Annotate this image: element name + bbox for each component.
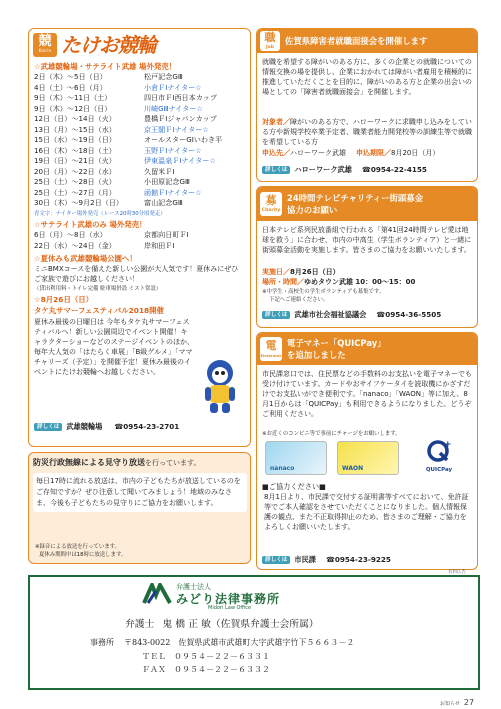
schedule-date: 30日（木）〜9月2日（日） <box>34 198 123 207</box>
schedule-row <box>34 114 246 125</box>
schedule-event: オールスターGⅠいわき平 <box>144 135 223 144</box>
law-office-ad <box>28 575 480 690</box>
schedule-date: 19日（日）〜21日（火） <box>34 156 116 165</box>
satellite-date: 6日（月）〜8日（水） <box>34 230 107 239</box>
bousai-text: 毎日17時に流れる放送は、市内の子どもたちが放送しているのをご存知ですか？ぜひ注意して聞いてみましょう！地域のみなさま、今後も子どもたちの見守りにご協力をお願いします。 <box>33 473 247 512</box>
schedule-event: 川崎GⅢナイター☆ <box>144 103 203 113</box>
schedule-event: 久留米ＦⅠ <box>144 166 175 176</box>
schedule-row <box>34 156 246 167</box>
keirin-section-3: ☆夏休みも武雄競輪場公園へ！ <box>34 254 137 263</box>
quicpay-panel <box>256 332 478 570</box>
keirin-schedule-list <box>34 72 246 209</box>
schedule-row <box>34 93 246 104</box>
job-panel <box>256 28 478 182</box>
quicpay-title-1: 電子マネー「QUICPay」 <box>287 338 386 348</box>
keirin-badge: 競 Keirin <box>33 33 57 57</box>
footer-label: お知らせ <box>440 701 460 707</box>
schedule-date: 20日（月）〜22日（水） <box>34 166 116 176</box>
schedule-row <box>34 83 246 94</box>
charity-title-1: 24時間テレビチャリティー街頭募金 <box>287 193 424 203</box>
notice-title: ■ご協力ください■ <box>262 482 326 491</box>
job-header <box>257 29 477 53</box>
charity-place: 場所・時間／ゆめタウン武雄 10：00〜15：00 <box>262 278 416 286</box>
svg-text:+: + <box>444 440 452 450</box>
schedule-row <box>34 72 246 83</box>
quicpay-header <box>257 333 477 365</box>
festival-title: タケ丸サマーフェスティバル2018開催 <box>34 306 164 315</box>
schedule-date: 25日（土）〜28日（火） <box>34 177 116 186</box>
schedule-row <box>34 177 246 188</box>
quicpay-text: 市民課窓口では、住民票などの手数料のお支払いを電子マネーでも受け付けています。カードやおサイフケータイを読取機にかざすだけでお支払いができ便利です。「nanaco」「WAON」等に加え、8月1日からは「QUICPay」も利用できるようになりました。どうぞご利用ください。 <box>262 370 472 418</box>
firm-name: みどり法律事務所 <box>176 592 281 606</box>
schedule-date: 15日（水）〜19日（日） <box>34 135 116 144</box>
bousai-title: 防災行政無線による見守り放送を行っています。 <box>33 458 201 467</box>
schedule-row <box>34 198 246 209</box>
notice-text: 8月1日より、市民課で交付する証明書等すべてにおいて、免許証等でご本人確認をさせていただくことになりました。個人情報保護の観点、また不正取得抑止のため、皆さまのご理解・ご協力をよろしくお願いいたします。 <box>264 493 469 531</box>
keirin-section-2: ☆サテライト武雄のみ 場外発売！ <box>34 220 147 229</box>
schedule-row <box>34 104 246 115</box>
keirin-section-1: ☆武雄競輪場・サテライト武雄 場外発売！ <box>34 62 177 71</box>
page-number: 27 <box>463 698 475 707</box>
satellite-row <box>34 230 246 241</box>
job-badge: 職 Job <box>260 31 280 51</box>
office-fax: ＦＡＸ ０９５４－２２－６３３２ <box>142 665 270 674</box>
schedule-event: 松戸記念GⅢ <box>144 72 183 81</box>
schedule-date: 4日（土）〜6日（月） <box>34 82 107 92</box>
satellite-list <box>34 230 246 251</box>
keirin-title: たけお競輪 <box>61 33 156 57</box>
festival-text: 夏休み最後の日曜日は 今年もタケ丸サマーフェスティバルへ！新しい公園周辺でイベント開催！キャラクターショーなどのステージイベントのほか、毎年大人気の「はたらく車展」「B級グルメ」「ママチャリーズ（予定）」を開催予定！夏休み最後のイベントにたけお競輪へお越しください。 <box>34 318 194 376</box>
park-note: （貸出利用料・トイレ完備 駐車場併設 ミスト常設） <box>34 286 162 292</box>
quicpay-notice <box>262 482 470 532</box>
job-contact: 詳しくは ハローワーク武雄 ☎0954-22-4155 <box>262 164 427 175</box>
office-address: 事務所 〒843-0022 佐賀県武雄市武雄町大字武雄字竹下５６６３－２ <box>90 638 355 647</box>
schedule-date: 2日（木）〜5日（日） <box>34 72 107 81</box>
schedule-row <box>34 135 246 146</box>
schedule-event: 京王閣ＦⅠナイター☆ <box>144 124 209 134</box>
schedule-date: 13日（月）〜15日（水） <box>34 124 116 134</box>
schedule-event: 函館ＦⅠナイター☆ <box>144 187 202 197</box>
charity-header <box>257 187 477 221</box>
schedule-date: 9日（木）〜11日（土） <box>34 93 112 102</box>
quicpay-note: ※お近くのコンビニ等で事前にチャージをお願いします。 <box>262 431 401 437</box>
satellite-event: 京都向日町ＦⅠ <box>144 230 189 239</box>
bousai-note-2: 夏休み期間中は18時に放送します。 <box>39 552 127 558</box>
card-nanaco: nanaco <box>265 441 327 475</box>
office-tel: ＴＥＬ ０９５４－２２－６３３１ <box>142 652 270 661</box>
schedule-event: 伊東温泉ＦⅠナイター☆ <box>144 156 216 165</box>
charity-contact: 詳しくは 武雄市社会福祉協議会 ☎0954-36-5505 <box>262 309 441 320</box>
satellite-event: 岸和田ＦⅠ <box>144 240 175 250</box>
schedule-event: 四日市ＦⅠ西日本カップ <box>144 93 217 102</box>
satellite-row <box>34 241 246 252</box>
schedule-row <box>34 167 246 178</box>
quicpay-title-2: を追加しました <box>287 350 346 360</box>
card-quicpay: + QUICPay <box>425 440 453 473</box>
quicpay-badge: 電 Electronic <box>260 337 282 361</box>
job-title: 佐賀県障害者就職面接会を開催します <box>285 36 428 46</box>
schedule-event: 豊橋ＦⅠジャパンカップ <box>144 114 217 123</box>
charity-badge: 募 Charity <box>260 192 282 216</box>
charity-date: 実施日／8月26日（日） <box>262 268 340 276</box>
job-target: 対象者／障がいのある方で、ハローワークに求職申し込みをしている方や新規学校卒業予定者、職業者能力開発校等の訓練生等で就職を希望している方 <box>262 118 472 146</box>
keirin-contact: 詳しくは 武雄競輪場 ☎0954-23-2701 <box>34 421 179 432</box>
law-office-logo-icon <box>142 583 172 605</box>
firm-en: Midori Law Office <box>208 605 252 611</box>
schedule-date: 9日（木）〜12日（日） <box>34 103 112 113</box>
satellite-date: 22日（水）〜24日（金） <box>34 240 116 250</box>
quicpay-contact: 詳しくは 市民課 ☎0954-23-9225 <box>262 554 391 565</box>
quicpay-logo-icon <box>426 439 452 463</box>
schedule-row <box>34 188 246 199</box>
schedule-event: 小倉ＦⅠナイター☆ <box>144 82 202 92</box>
mascot-illustration <box>195 357 245 415</box>
schedule-row <box>34 125 246 136</box>
schedule-event: 小田原記念GⅢ <box>144 177 190 186</box>
schedule-date: 16日（木）〜18日（土） <box>34 145 116 155</box>
firm-type: 弁護士法人 <box>176 583 211 591</box>
schedule-date: 12日（日）〜14日（火） <box>34 114 116 123</box>
ad-label: 有料広告 <box>448 570 466 575</box>
charity-note-2: 下記へご連絡ください。 <box>269 297 329 303</box>
lawyer-line: 弁護士 鬼 橋 正 敏（佐賀県弁護士会所属） <box>125 619 319 630</box>
job-apply: 申込先／ハローワーク武雄 申込期限／8月20日（月） <box>262 149 440 157</box>
card-waon: WAON <box>337 441 399 475</box>
charity-note: ※中学生・高校生の学生ボランティアも募集です。 <box>262 289 385 295</box>
charity-text: 日本テレビ系列民放番組で行われる「第41回24時間テレビ愛は地球を救う」に合わせ、市内の中高生（学生ボランティア）と一緒に街頭募金活動を実施します。皆さまのご協力をお願いいたします。 <box>262 226 472 254</box>
keirin-panel <box>28 28 251 447</box>
schedule-date: 25日（土）〜27日（月） <box>34 187 116 197</box>
park-text: ミニBMXコースを備えた新しい公園が大人気です！夏休みにぜひご家族で遊びにお越しください！ <box>34 265 239 283</box>
bousai-note-1: ※録音による放送を行っています。 <box>35 544 120 550</box>
charity-title-2: 協力のお願い <box>287 205 338 215</box>
footer <box>440 690 474 709</box>
schedule-event: 玉野ＦⅠナイター☆ <box>144 145 202 155</box>
schedule-row <box>34 146 246 157</box>
keirin-section-4: ☆8月26日（日） <box>34 295 94 304</box>
schedule-event: 富山記念GⅢ <box>144 198 183 207</box>
charity-panel <box>256 186 478 328</box>
bousai-panel <box>28 452 251 564</box>
night-note: 青文字：ナイター場外発売（レース20時30分頃発走） <box>34 211 166 217</box>
job-text: 就職を希望する障がいのある方に、多くの企業との就職についての情報交換の場を提供し、企業におかれては障がい者雇用を積極的に推進していただくことを目的に、障がいのある方と企業の出会いの場としての「障害者就職面接会」を開催します。 <box>262 58 472 96</box>
